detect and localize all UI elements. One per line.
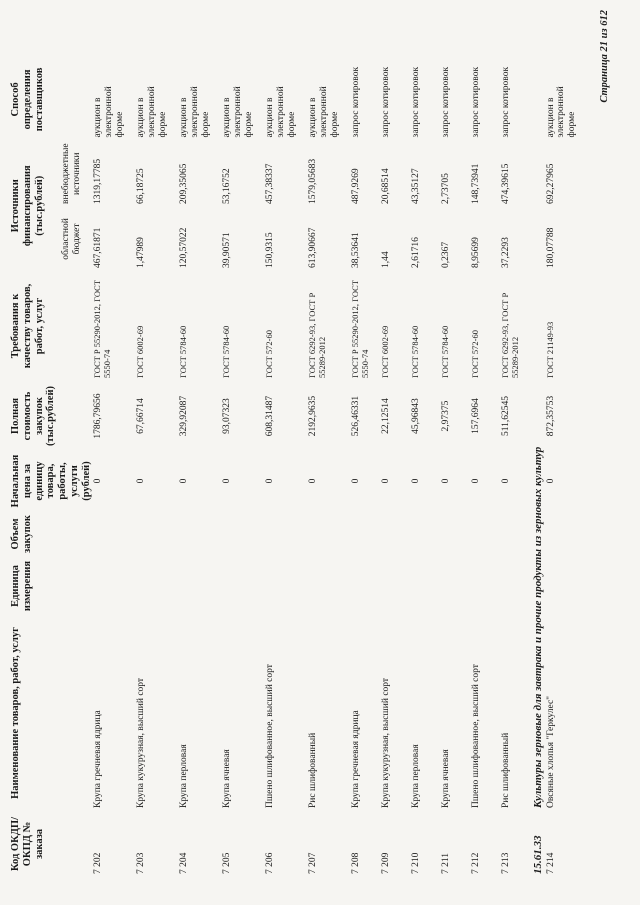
cell-unit [178,557,221,615]
cell-source-ext: 474,39615 [501,163,512,204]
header-unit: Единица измерения [10,560,33,612]
cell-source-ext: 209,35065 [179,163,190,204]
table-row [178,58,221,877]
order-number: 206 [265,852,276,867]
row-num: 7 [308,869,319,874]
cell-method: запрос котировок [351,66,362,138]
table-body [92,58,587,877]
cell-unit [135,557,178,615]
table-row [92,58,135,877]
cell-requirements: ГОСТ 572-60 [264,329,275,378]
cell-requirements: ГОСТ 6002-69 [135,325,146,378]
cell-unit [410,557,440,615]
cell-unit [350,557,380,615]
cell-total: 511,62545 [501,395,512,437]
cell-method: аукцион в электронной форме [265,86,297,138]
cell-total: 67,66714 [136,398,147,434]
table-row [500,58,530,877]
header-requirements: Требования к качеству товаров, работ, услуг [10,283,45,369]
cell-source-obl: 38,53641 [351,232,362,268]
header-source-ext: внебюджетные источники [61,143,82,204]
cell-name: Крупа кукурузная, высший сорт [381,677,392,808]
cell-total: 2,97375 [441,400,452,432]
section-title: Культуры зерновые для завтрака и прочие продукты из зерновых культур [532,446,545,808]
table-row [307,58,350,877]
cell-source-ext: 692,27965 [545,163,556,204]
cell-price: 0 [411,478,422,484]
row-num: 7 [93,869,104,874]
table-row [221,58,264,877]
order-number: 207 [308,852,319,867]
order-number: 211 [441,852,452,867]
cell-requirements: ГОСТ 5784-60 [440,325,451,378]
order-number: 209 [381,852,392,867]
cell-source-ext: 66,18725 [136,168,147,204]
row-num: 7 [441,869,452,874]
cell-price: 0 [471,478,482,484]
cell-method: аукцион в электронной форме [222,86,254,138]
cell-total: 329,92087 [179,395,190,437]
cell-method: запрос котировок [471,66,482,138]
cell-code [410,811,440,877]
cell-total: 22,12514 [381,398,392,434]
table-row [545,58,588,877]
page-footer: Страница 21 из 612 [599,10,610,103]
cell-name: Овсяные хлопья "Геркулес" [545,695,556,808]
cell-method: запрос котировок [501,66,512,138]
cell-volume [178,511,221,557]
cell-code [135,811,178,877]
cell-price: 0 [441,478,452,484]
cell-total: 45,96843 [411,398,422,434]
section-row [530,58,544,877]
cell-requirements: ГОСТ 6002-69 [380,325,391,378]
row-num: 7 [501,869,512,874]
cell-code [264,811,307,877]
order-number: 205 [222,852,233,867]
header-volume: Объем закупок [10,515,33,553]
cell-code [307,811,350,877]
cell-name: Пшено шлифованное, высший сорт [265,664,276,808]
header-price: Начальная цена за единицу товара, работы, услуги (рублей) [10,454,92,508]
cell-price: 0 [93,478,104,484]
cell-code [350,811,380,877]
cell-source-obl: 613,90667 [308,227,319,268]
cell-name: Крупа гречневая ядрица [351,710,362,808]
order-number: 203 [136,852,147,867]
cell-name: Пшено шлифованное, высший сорт [471,664,482,808]
cell-total: 1786,79656 [93,393,104,439]
order-number: 210 [411,852,422,867]
cell-unit [92,557,135,615]
header-total: Полная стоимость закупок (тыс.рублей) [10,385,57,447]
row-num: 7 [545,869,556,874]
cell-source-obl: 0,2367 [441,241,452,268]
cell-source-obl: 37,2293 [501,237,512,268]
cell-price: 0 [265,478,276,484]
cell-price: 0 [308,478,319,484]
cell-name: Крупа перловая [411,744,422,808]
cell-source-ext: 148,73941 [471,163,482,204]
cell-price: 0 [179,478,190,484]
table-row [380,58,410,877]
cell-unit [380,557,410,615]
cell-volume [350,511,380,557]
order-number: 212 [471,852,482,867]
cell-price: 0 [545,478,556,484]
cell-source-obl: 1,47989 [136,237,147,268]
cell-code [440,811,470,877]
cell-name: Крупа кукурузная, высший сорт [136,677,147,808]
cell-name: Крупа ячневая [441,749,452,808]
cell-volume [440,511,470,557]
cell-code [380,811,410,877]
table-row [410,58,440,877]
header-method: Способ определения поставщиков [10,67,45,132]
cell-volume [380,511,410,557]
cell-unit [545,557,588,615]
cell-code [545,811,588,877]
table-row [264,58,307,877]
row-num: 7 [222,869,233,874]
cell-price: 0 [222,478,233,484]
row-num: 7 [136,869,147,874]
cell-price: 0 [381,478,392,484]
cell-unit [264,557,307,615]
order-number: 204 [179,852,190,867]
cell-name: Рис шлифованный [308,732,319,808]
header-source-obl: областной бюджет [61,218,82,260]
cell-code [221,811,264,877]
order-number: 214 [545,852,556,867]
cell-source-ext: 20,68514 [381,168,392,204]
order-number: 213 [501,852,512,867]
cell-volume [92,511,135,557]
cell-name: Крупа перловая [179,744,190,808]
cell-source-obl: 8,95699 [471,237,482,268]
section-code: 15.61.33 [532,835,545,874]
cell-total: 526,46331 [351,395,362,437]
cell-source-obl: 467,61871 [93,227,104,268]
cell-total: 93,07323 [222,398,233,434]
cell-source-obl: 180,07788 [545,227,556,268]
cell-requirements: ГОСТ 6292-93, ГОСТ Р 55289-2012 [500,292,520,378]
cell-requirements: ГОСТ 6292-93, ГОСТ Р 55289-2012 [307,292,327,378]
cell-volume [307,511,350,557]
cell-code [92,811,135,877]
header-code: Код ОКДП/ ОКПД № заказа [10,816,45,872]
header-sources: Источники финансирования (тыс.рублей) [10,165,45,247]
cell-source-ext: 487,9269 [351,168,362,204]
row-num: 7 [179,869,190,874]
cell-volume [470,511,500,557]
cell-volume [545,511,588,557]
cell-requirements: ГОСТ 572-60 [470,329,481,378]
cell-requirements: ГОСТ 5784-60 [221,325,232,378]
cell-total: 157,6964 [471,398,482,434]
cell-source-ext: 1319,17785 [93,158,104,204]
cell-method: аукцион в электронной форме [308,86,340,138]
cell-volume [221,511,264,557]
table-row [470,58,500,877]
cell-source-obl: 2,61716 [411,237,422,268]
cell-requirements: ГОСТ 5784-60 [178,325,189,378]
header-name: Наименование товаров, работ, услуг [10,627,21,799]
cell-price: 0 [351,478,362,484]
cell-name: Рис шлифованный [501,732,512,808]
cell-method: аукцион в электронной форме [93,86,125,138]
cell-volume [135,511,178,557]
row-num: 7 [351,869,362,874]
cell-requirements: ГОСТ 21149-93 [544,321,555,378]
cell-requirements: ГОСТ 5784-60 [410,325,421,378]
cell-method: запрос котировок [381,66,392,138]
cell-unit [440,557,470,615]
cell-source-obl: 1,44 [381,251,392,268]
cell-source-ext: 43,35127 [411,168,422,204]
cell-unit [470,557,500,615]
cell-volume [264,511,307,557]
cell-source-obl: 150,9315 [265,232,276,268]
order-number: 202 [93,852,104,867]
cell-method: запрос котировок [411,66,422,138]
table-row [440,58,470,877]
cell-method: аукцион в электронной форме [545,86,577,138]
cell-source-ext: 457,38337 [265,163,276,204]
cell-method: аукцион в электронной форме [136,86,168,138]
row-num: 7 [265,869,276,874]
cell-name: Крупа гречневая ядрица [93,710,104,808]
cell-volume [410,511,440,557]
cell-source-ext: 1579,05683 [308,158,319,204]
cell-method: запрос котировок [441,66,452,138]
cell-total: 872,35753 [545,395,556,437]
cell-total: 2192,9635 [308,395,319,437]
cell-source-ext: 2,73705 [441,173,452,204]
table-row [350,58,380,877]
cell-name: Крупа ячневая [222,749,233,808]
row-num: 7 [381,869,392,874]
procurement-table [10,58,588,877]
cell-total: 608,31487 [265,395,276,437]
cell-code [500,811,530,877]
cell-source-obl: 39,90571 [222,232,233,268]
cell-volume [500,511,530,557]
cell-unit [221,557,264,615]
cell-requirements: ГОСТ Р 55290-2012, ГОСТ 5550-74 [92,280,112,378]
cell-unit [500,557,530,615]
cell-price: 0 [136,478,147,484]
order-number: 208 [351,852,362,867]
row-num: 7 [411,869,422,874]
row-num: 7 [471,869,482,874]
cell-requirements: ГОСТ Р 55290-2012, ГОСТ 5550-74 [350,280,370,378]
cell-code [178,811,221,877]
table-row [135,58,178,877]
cell-source-obl: 120,57022 [179,227,190,268]
cell-method: аукцион в электронной форме [179,86,211,138]
cell-price: 0 [501,478,512,484]
cell-unit [307,557,350,615]
cell-code [470,811,500,877]
cell-source-ext: 53,16752 [222,168,233,204]
